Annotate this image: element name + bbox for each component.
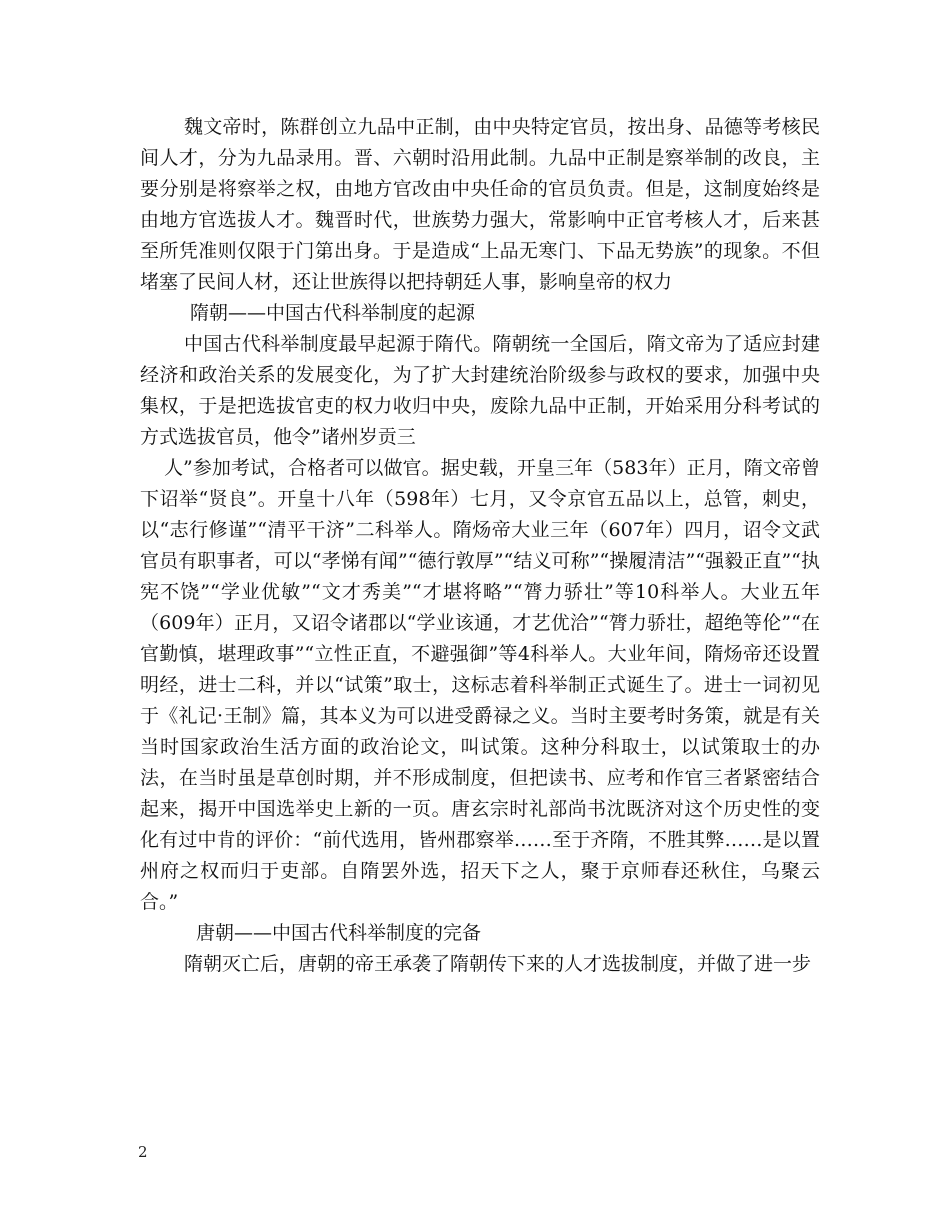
section-heading-sui: 隋朝——中国古代科举制度的起源: [190, 302, 476, 324]
paragraph-sui-origin: 中国古代科举制度最早起源于隋代。隋朝统一全国后，隋文帝为了适应封建经济和政治关系的发展变化，为了扩大封建统治阶级参与政权的要求，加强中央集权，于是把选拔官吏的权力收归中央，废除九品中正制，开始采用分科考试的方式选拔官员，他令”诸州岁贡三: [140, 333, 820, 448]
section-heading-tang: 唐朝——中国古代科举制度的完备: [196, 922, 482, 944]
document-body: [140, 112, 820, 980]
paragraph-nine-rank-system: 魏文帝时，陈群创立九品中正制，由中央特定官员，按出身、品德等考核民间人才，分为九品录用。晋、六朝时沿用此制。九品中正制是察举制的改良，主要分别是将察举之权，由地方官改由中央任命的官员负责。但是，这制度始终是由地方官选拔人才。魏晋时代，世族势力强大，常影响中正官考核人才，后来甚至所凭准则仅限于门第出身。于是造成“上品无寒门、下品无势族”的现象。不但堵塞了民间人材，还让世族得以把持朝廷人事，影响皇帝的权力: [140, 116, 820, 293]
paragraph-tang-start: 隋朝灭亡后，唐朝的帝王承袭了隋朝传下来的人才选拔制度，并做了进一步: [184, 953, 812, 975]
paragraph-sui-details: 人”参加考试，合格者可以做官。据史载，开皇三年（583年）正月，隋文帝曾下诏举“贤良”。开皇十八年（598年）七月，又令京官五品以上，总管，刺史，以“志行修谨”“清平干济”二科举人。隋炀帝大业三年（607年）四月，诏令文武官员有职事者，可以“孝悌有闻”“德行敦厚”“结义可称”“操履清洁”“强毅正直”“执宪不饶”“学业优敏”“文才秀美”“才堪将略”“膂力骄壮”等10科举人。大业五年（609年）正月，又诏令诸郡以“学业该通，才艺优洽”“膂力骄壮，超绝等伦”“在官勤慎，堪理政事”“立性正直，不避强御”等4科举人。大业年间，隋炀帝还设置明经，进士二科，并以“试策”取士，这标志着科举制正式诞生了。进士一词初见于《礼记·王制》篇，其本义为可以进受爵禄之义。当时主要考时务策，就是有关当时国家政治生活方面的政治论文，叫试策。这种分科取士，以试策取士的办法，在当时虽是草创时期，并不形成制度，但把读书、应考和作官三者紧密结合起来，揭开中国选举史上新的一页。唐玄宗时礼部尚书沈既济对这个历史性的变化有过中肯的评价：“前代选用，皆州郡察举……至于齐隋，不胜其弊……是以置州府之权而归于吏部。自隋罢外选，招天下之人，聚于京师春还秋住，乌聚云合。”: [140, 457, 820, 913]
page-number: 2: [138, 1143, 148, 1161]
